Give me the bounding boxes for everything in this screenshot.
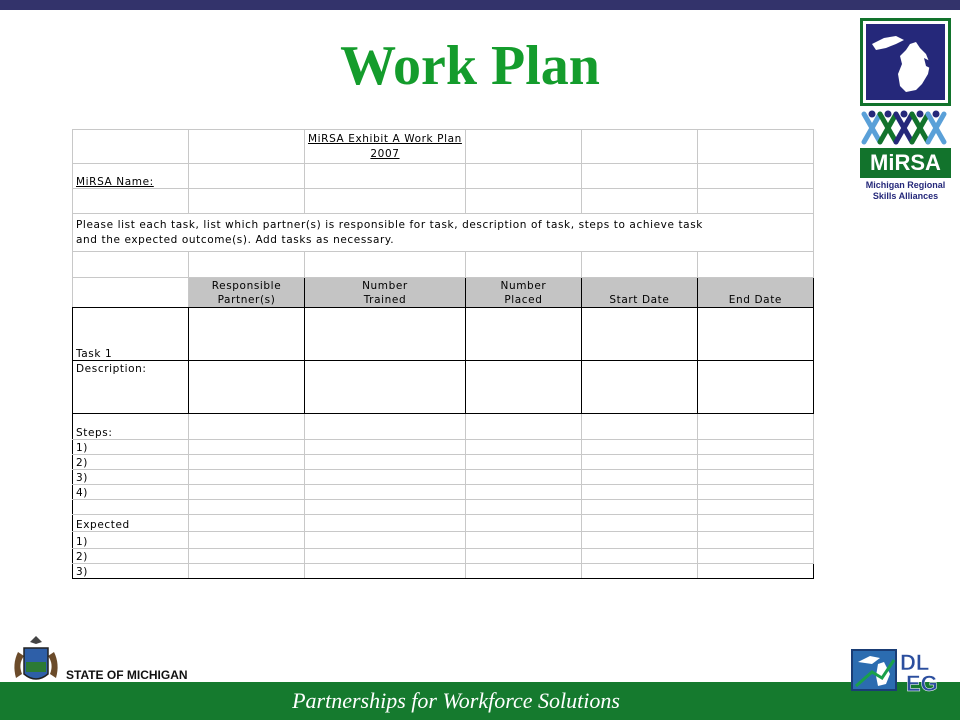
footer-tagline: Partnerships for Workforce Solutions [292, 688, 620, 713]
step-1: 1) [73, 440, 189, 455]
header-start-date: Start Date [581, 278, 697, 308]
state-of-michigan-label: STATE OF MICHIGAN [66, 668, 188, 682]
header-end-date: End Date [697, 278, 813, 308]
exhibit-title: MiRSA Exhibit A Work Plan 2007 [305, 130, 466, 164]
dleg-logo-icon [850, 646, 952, 694]
header-number-placed: Number Placed [465, 278, 581, 308]
svg-text:DL: DL [900, 650, 930, 675]
description-label: Description: [73, 361, 189, 414]
work-plan-table [72, 129, 814, 579]
svg-text:EG: EG [906, 671, 938, 694]
expected-label: Expected [73, 515, 189, 532]
header-number-trained: Number Trained [305, 278, 466, 308]
instructions: Please list each task, list which partner(s) is responsible for task, description of task, steps to achieve task and the expected outcome(s). Add tasks as necessary. [73, 214, 814, 252]
mirsa-name-label: MiRSA Name: [73, 164, 189, 189]
task-label: Task 1 [73, 308, 189, 361]
expected-1: 1) [73, 532, 189, 549]
step-3: 3) [73, 470, 189, 485]
top-bar [0, 0, 960, 10]
step-4: 4) [73, 485, 189, 500]
expected-3: 3) [73, 564, 189, 579]
steps-label: Steps: [73, 414, 189, 440]
people-chain-icon [858, 110, 953, 146]
footer-bar [0, 682, 960, 720]
michigan-map-icon [860, 18, 951, 106]
header-responsible-partner: Responsible Partner(s) [189, 278, 305, 308]
mirsa-badge: MiRSA [860, 148, 951, 178]
mirsa-subtitle: Michigan Regional Skills Alliances [865, 180, 946, 201]
mirsa-logo [858, 18, 953, 210]
step-2: 2) [73, 455, 189, 470]
expected-2: 2) [73, 549, 189, 564]
page-title: Work Plan [340, 35, 600, 97]
